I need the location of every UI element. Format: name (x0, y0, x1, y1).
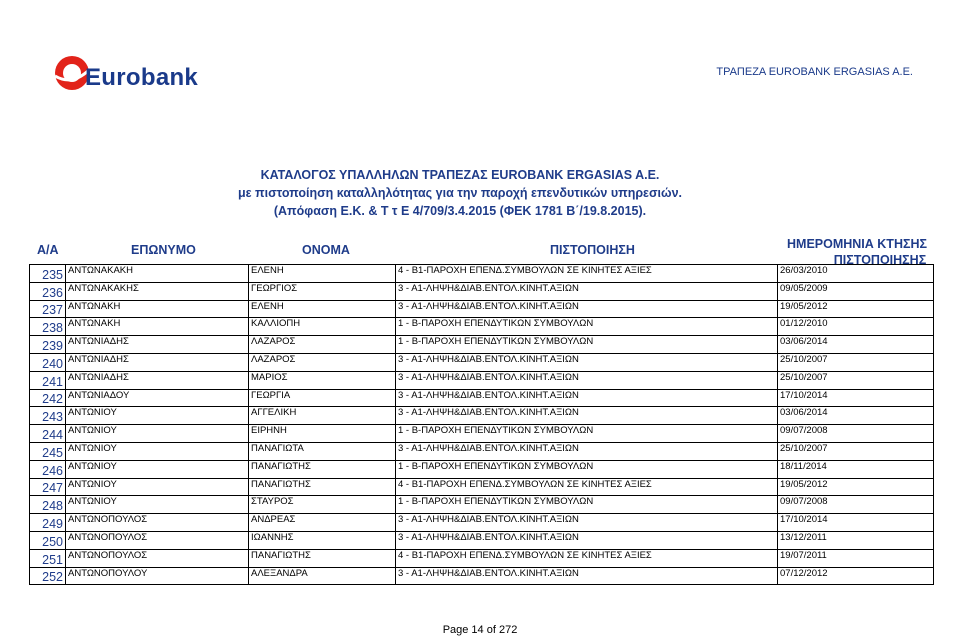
table-row (30, 389, 934, 407)
row-number: 249 (30, 514, 66, 532)
row-certification: 3 - Α1-ΛΗΨΗ&ΔΙΑΒ.ΕΝΤΟΛ.ΚΙΝΗΤ.ΑΞΙΩΝ (396, 442, 778, 460)
row-date: 01/12/2010 (778, 318, 934, 336)
row-number: 240 (30, 353, 66, 371)
row-number: 247 (30, 478, 66, 496)
row-surname: ΑΝΤΩΝΙΟΥ (66, 496, 249, 514)
row-certification: 1 - Β-ΠΑΡΟΧΗ ΕΠΕΝΔΥΤΙΚΩΝ ΣΥΜΒΟΥΛΩΝ (396, 425, 778, 443)
row-name: ΕΙΡΗΝΗ (249, 425, 396, 443)
row-surname: ΑΝΤΩΝΙΑΔΗΣ (66, 353, 249, 371)
row-certification: 3 - Α1-ΛΗΨΗ&ΔΙΑΒ.ΕΝΤΟΛ.ΚΙΝΗΤ.ΑΞΙΩΝ (396, 407, 778, 425)
row-date: 07/12/2012 (778, 567, 934, 585)
row-certification: 4 - Β1-ΠΑΡΟΧΗ ΕΠΕΝΔ.ΣΥΜΒΟΥΛΩΝ ΣΕ ΚΙΝΗΤΕΣ ΑΞΙΕΣ (396, 549, 778, 567)
row-date: 03/06/2014 (778, 407, 934, 425)
header-date-line-1: ΗΜΕΡΟΜΗΝΙΑ ΚΤΗΣΗΣ (787, 237, 927, 251)
row-certification: 3 - Α1-ΛΗΨΗ&ΔΙΑΒ.ΕΝΤΟΛ.ΚΙΝΗΤ.ΑΞΙΩΝ (396, 389, 778, 407)
table-row (30, 300, 934, 318)
row-number: 246 (30, 460, 66, 478)
table-row (30, 549, 934, 567)
row-number: 242 (30, 389, 66, 407)
row-name: ΣΤΑΥΡΟΣ (249, 496, 396, 514)
eurobank-logo (52, 50, 222, 96)
table-row (30, 496, 934, 514)
row-date: 03/06/2014 (778, 336, 934, 354)
row-surname: ΑΝΤΩΝΙΑΔΗΣ (66, 371, 249, 389)
row-number: 241 (30, 371, 66, 389)
row-surname: ΑΝΤΩΝΙΑΔΟΥ (66, 389, 249, 407)
table-row (30, 460, 934, 478)
row-certification: 4 - Β1-ΠΑΡΟΧΗ ΕΠΕΝΔ.ΣΥΜΒΟΥΛΩΝ ΣΕ ΚΙΝΗΤΕΣ ΑΞΙΕΣ (396, 265, 778, 283)
row-name: ΑΛΕΞΑΝΔΡΑ (249, 567, 396, 585)
row-certification: 3 - Α1-ΛΗΨΗ&ΔΙΑΒ.ΕΝΤΟΛ.ΚΙΝΗΤ.ΑΞΙΩΝ (396, 531, 778, 549)
row-name: ΛΑΖΑΡΟΣ (249, 336, 396, 354)
row-number: 244 (30, 425, 66, 443)
row-date: 19/07/2011 (778, 549, 934, 567)
row-surname: ΑΝΤΩΝΟΠΟΥΛΟΣ (66, 549, 249, 567)
row-certification: 3 - Α1-ΛΗΨΗ&ΔΙΑΒ.ΕΝΤΟΛ.ΚΙΝΗΤ.ΑΞΙΩΝ (396, 300, 778, 318)
header-date-line-2: ΠΙΣΤΟΠΟΙΗΣΗΣ (833, 253, 927, 267)
row-name: ΓΕΩΡΓΙΑ (249, 389, 396, 407)
table-row (30, 514, 934, 532)
row-certification: 3 - Α1-ΛΗΨΗ&ΔΙΑΒ.ΕΝΤΟΛ.ΚΙΝΗΤ.ΑΞΙΩΝ (396, 371, 778, 389)
row-surname: ΑΝΤΩΝΙΟΥ (66, 478, 249, 496)
row-name: ΠΑΝΑΓΙΩΤΗΣ (249, 549, 396, 567)
row-name: ΑΝΔΡΕΑΣ (249, 514, 396, 532)
row-surname: ΑΝΤΩΝΙΑΔΗΣ (66, 336, 249, 354)
row-name: ΙΩΑΝΝΗΣ (249, 531, 396, 549)
table-row (30, 265, 934, 283)
header-surname: ΕΠΩΝΥΜΟ (131, 243, 196, 257)
table-row (30, 336, 934, 354)
row-surname: ΑΝΤΩΝΟΠΟΥΛΟΥ (66, 567, 249, 585)
row-surname: ΑΝΤΩΝΑΚΗ (66, 300, 249, 318)
row-number: 238 (30, 318, 66, 336)
row-date: 17/10/2014 (778, 389, 934, 407)
row-surname: ΑΝΤΩΝΟΠΟΥΛΟΣ (66, 514, 249, 532)
row-surname: ΑΝΤΩΝΙΟΥ (66, 460, 249, 478)
row-certification: 3 - Α1-ΛΗΨΗ&ΔΙΑΒ.ΕΝΤΟΛ.ΚΙΝΗΤ.ΑΞΙΩΝ (396, 567, 778, 585)
row-date: 19/05/2012 (778, 300, 934, 318)
row-surname: ΑΝΤΩΝΑΚΑΚΗΣ (66, 282, 249, 300)
row-certification: 3 - Α1-ΛΗΨΗ&ΔΙΑΒ.ΕΝΤΟΛ.ΚΙΝΗΤ.ΑΞΙΩΝ (396, 282, 778, 300)
header-name: ΟΝΟΜΑ (302, 243, 350, 257)
row-certification: 3 - Α1-ΛΗΨΗ&ΔΙΑΒ.ΕΝΤΟΛ.ΚΙΝΗΤ.ΑΞΙΩΝ (396, 514, 778, 532)
row-name: ΠΑΝΑΓΙΩΤΑ (249, 442, 396, 460)
row-date: 25/10/2007 (778, 353, 934, 371)
row-name: ΑΓΓΕΛΙΚΗ (249, 407, 396, 425)
table-row (30, 425, 934, 443)
header-aa: Α/Α (37, 243, 59, 257)
title-line-3: (Απόφαση Ε.Κ. & Τ τ Ε 4/709/3.4.2015 (ΦΕΚ 1781 Β΄/19.8.2015). (273, 204, 647, 218)
row-number: 251 (30, 549, 66, 567)
row-date: 26/03/2010 (778, 265, 934, 283)
row-date: 09/05/2009 (778, 282, 934, 300)
table-row (30, 353, 934, 371)
row-number: 235 (30, 265, 66, 283)
row-certification: 3 - Α1-ΛΗΨΗ&ΔΙΑΒ.ΕΝΤΟΛ.ΚΙΝΗΤ.ΑΞΙΩΝ (396, 353, 778, 371)
table-row (30, 567, 934, 585)
table-row (30, 282, 934, 300)
row-name: ΠΑΝΑΓΙΩΤΗΣ (249, 478, 396, 496)
row-surname: ΑΝΤΩΝΙΟΥ (66, 407, 249, 425)
company-name: ΤΡΑΠΕΖΑ EUROBANK ERGASIAS A.E. (716, 66, 913, 78)
row-surname: ΑΝΤΩΝΑΚΑΚΗ (66, 265, 249, 283)
row-date: 09/07/2008 (778, 425, 934, 443)
table-row (30, 318, 934, 336)
row-certification: 4 - Β1-ΠΑΡΟΧΗ ΕΠΕΝΔ.ΣΥΜΒΟΥΛΩΝ ΣΕ ΚΙΝΗΤΕΣ ΑΞΙΕΣ (396, 478, 778, 496)
row-certification: 1 - Β-ΠΑΡΟΧΗ ΕΠΕΝΔΥΤΙΚΩΝ ΣΥΜΒΟΥΛΩΝ (396, 336, 778, 354)
row-date: 13/12/2011 (778, 531, 934, 549)
table-row (30, 478, 934, 496)
row-number: 236 (30, 282, 66, 300)
document-title (0, 166, 920, 220)
header-certification: ΠΙΣΤΟΠΟΙΗΣΗ (550, 243, 635, 257)
row-name: ΕΛΕΝΗ (249, 265, 396, 283)
table-row (30, 442, 934, 460)
row-date: 19/05/2012 (778, 478, 934, 496)
row-surname: ΑΝΤΩΝΑΚΗ (66, 318, 249, 336)
row-certification: 1 - Β-ΠΑΡΟΧΗ ΕΠΕΝΔΥΤΙΚΩΝ ΣΥΜΒΟΥΛΩΝ (396, 318, 778, 336)
row-number: 248 (30, 496, 66, 514)
row-certification: 1 - Β-ΠΑΡΟΧΗ ΕΠΕΝΔΥΤΙΚΩΝ ΣΥΜΒΟΥΛΩΝ (396, 496, 778, 514)
row-date: 18/11/2014 (778, 460, 934, 478)
page-number: Page 14 of 272 (442, 624, 518, 636)
table-row (30, 371, 934, 389)
row-certification: 1 - Β-ΠΑΡΟΧΗ ΕΠΕΝΔΥΤΙΚΩΝ ΣΥΜΒΟΥΛΩΝ (396, 460, 778, 478)
title-line-2: με πιστοποίηση καταλληλότητας για την παροχή επενδυτικών υπηρεσιών. (237, 186, 682, 200)
table-body (30, 265, 934, 585)
row-name: ΠΑΝΑΓΙΩΤΗΣ (249, 460, 396, 478)
row-number: 243 (30, 407, 66, 425)
row-number: 252 (30, 567, 66, 585)
logo-wordmark: Eurobank (85, 64, 199, 91)
row-number: 237 (30, 300, 66, 318)
row-name: ΕΛΕΝΗ (249, 300, 396, 318)
row-date: 25/10/2007 (778, 442, 934, 460)
row-surname: ΑΝΤΩΝΙΟΥ (66, 442, 249, 460)
row-date: 25/10/2007 (778, 371, 934, 389)
row-name: ΜΑΡΙΟΣ (249, 371, 396, 389)
row-date: 17/10/2014 (778, 514, 934, 532)
title-line-1: ΚΑΤΑΛΟΓΟΣ ΥΠΑΛΛΗΛΩΝ ΤΡΑΠΕΖΑΣ EUROBANK ERGASIAS A.E. (260, 168, 660, 182)
row-surname: ΑΝΤΩΝΟΠΟΥΛΟΣ (66, 531, 249, 549)
row-number: 239 (30, 336, 66, 354)
row-surname: ΑΝΤΩΝΙΟΥ (66, 425, 249, 443)
table-row (30, 407, 934, 425)
row-number: 245 (30, 442, 66, 460)
table-row (30, 531, 934, 549)
employees-table (29, 264, 934, 585)
row-name: ΚΑΛΛΙΟΠΗ (249, 318, 396, 336)
row-number: 250 (30, 531, 66, 549)
row-date: 09/07/2008 (778, 496, 934, 514)
row-name: ΓΕΩΡΓΙΟΣ (249, 282, 396, 300)
row-name: ΛΑΖΑΡΟΣ (249, 353, 396, 371)
